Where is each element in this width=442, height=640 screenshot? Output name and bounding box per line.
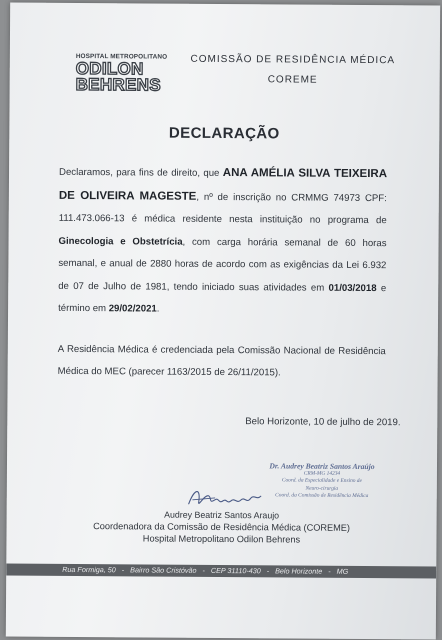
logo-top-text: HOSPITAL METROPOLITANO [75,52,168,61]
footer-state: MG [336,566,349,576]
footer-separator: - [266,566,270,576]
declaration-body [58,161,388,386]
letterhead-line-2: COREME [267,74,318,86]
footer-city: Belo Horizonte [275,566,323,576]
footer-separator: - [202,565,205,575]
footer-street: Rua Formiga, 50 [62,564,116,575]
footer-separator: - [121,565,125,575]
stamp-line-2: Neuro-cirurgia [305,485,339,492]
signer-role: Coordenadora da Comissão de Residência Médica (COREME) [93,521,351,533]
text-segment: , com carga horária semanal de 60 horas semanal, e anual de 2880 horas de acordo com as exigências da Lei 6.932 de 07 de Julho de 1981, tendo iniciado suas atividades em [58,236,387,294]
hospital-logo [76,53,172,94]
stamp-line-1: Coord. da Especialidade e Ensino de [281,477,362,485]
text-segment: , nº de inscrição no CRMMG 74973 CPF: 111.473.066-13 é médica residente nesta instituição no programa de [58,191,387,227]
logo-line-2: BEHRENS [75,74,161,95]
footer-cep: CEP 31110-430 [210,565,261,576]
document-page [6,3,440,640]
footer-separator: - [328,566,331,576]
stamp-name: Dr. Audrey Beatriz Santos Araújo [269,461,375,472]
signer-name: Audrey Beatriz Santos Araujo [164,509,280,521]
declaration-paragraph-2: A Residência Médica é credenciada pela Comissão Nacional de Residência Médica do MEC (parecer 1163/2015 de 26/11/2015). [57,343,386,379]
start-date: 01/03/2018 [328,282,377,294]
signer-organization: Hospital Metropolitano Odilon Behrens [142,533,301,545]
logo-line-1: ODILON [75,58,144,79]
end-date: 29/02/2021 [108,303,157,315]
letterhead-line-1: COMISSÃO DE RESIDÊNCIA MÉDICA [190,53,396,67]
program-name: Ginecologia e Obstetrícia [58,235,183,248]
footer-address [62,564,432,579]
letterhead [178,54,408,87]
signer-block [6,507,436,546]
place-date: Belo Horizonte, 10 de julho de 2019. [245,416,401,429]
text-segment: e término em [58,282,387,315]
stamp-crm: CRM-MG 14234 [303,470,341,478]
declaration-paragraph-1 [58,161,387,323]
stamp-line-3: Coord. da Comissão de Residência Médica [275,492,369,499]
declared-name: ANA AMÉLIA SILVA TEIXEIRA DE OLIVEIRA MAGESTE [58,166,388,203]
document-title: DECLARAÇÃO [168,124,280,143]
text-segment: . [156,303,160,315]
footer-district: Bairro São Cristóvão [130,565,197,575]
signature-stamp [257,462,387,500]
text-segment: Declaramos, para fins de direito, que [58,166,223,179]
